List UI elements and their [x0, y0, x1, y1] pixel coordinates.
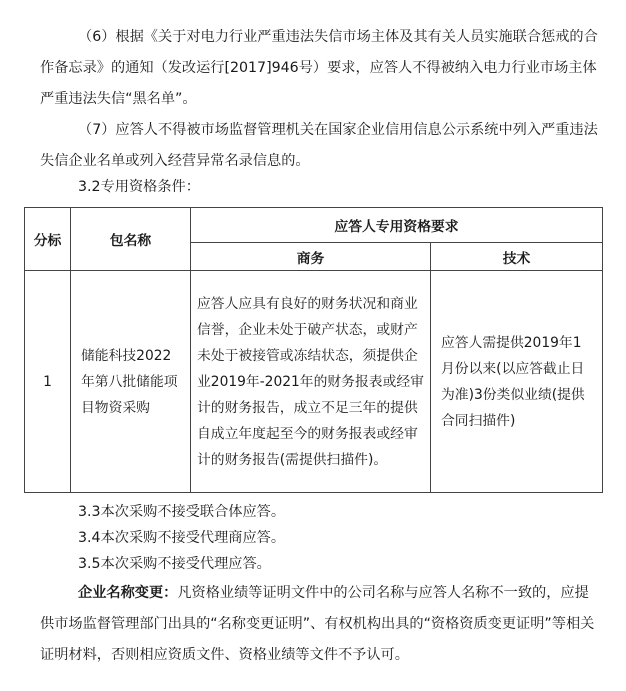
header-requirements: 应答人专用资格要求: [191, 208, 603, 243]
row-index: 1: [25, 271, 71, 493]
clause-6-paragraph: （6）根据《关于对电力行业严重违法失信市场主体及其有关人员实施联合惩戒的合作备忘录》的通知（发改运行[2017]946号）要求，应答人不得被纳入电力行业市场主体严重违法失信“黑名单”。: [40, 29, 598, 107]
header-index: 分标: [25, 208, 71, 271]
section-3-2-heading: 3.2专用资格条件：: [78, 179, 200, 195]
header-package: 包名称: [71, 208, 191, 271]
name-change-text: 凡资格业绩等证明文件中的公司名称与应答人名称不一致的，应提供市场监督管理部门出具的“名称变更证明”、有权机构出具的“资格资质变更证明”等相关证明材料，否则相应资质文件、资格业绩等文件不予认可。: [40, 585, 595, 663]
row-package: 储能科技2022年第八批储能项目物资采购: [71, 271, 191, 493]
header-business: 商务: [191, 243, 431, 271]
row-business: 应答人应具有良好的财务状况和商业信誉，企业未处于破产状态，或财产未处于被接管或冻结状态，须提供企业2019年-2021年的财务报表或经审计的财务报告，成立不足三年的提供自成立年度起至今的财务报表或经审计的财务报告(需提供扫描件)。: [191, 271, 431, 493]
section-3-5: 3.5本次采购不接受代理应答。: [78, 556, 271, 572]
header-technical: 技术: [431, 243, 603, 271]
qualification-table: [24, 207, 603, 493]
name-change-label: 企业名称变更：: [78, 585, 178, 601]
section-3-4: 3.4本次采购不接受代理商应答。: [78, 530, 286, 546]
row-technical: 应答人需提供2019年1月份以来(以应答截止日为准)3份类似业绩(提供合同扫描件): [431, 271, 603, 493]
clause-7-paragraph: （7）应答人不得被市场监督管理机关在国家企业信用信息公示系统中列入严重违法失信企业名单或列入经营异常名录信息的。: [40, 122, 598, 169]
name-change-paragraph: [40, 578, 600, 671]
table-row: [25, 271, 603, 493]
section-3-3: 3.3本次采购不接受联合体应答。: [78, 504, 286, 520]
